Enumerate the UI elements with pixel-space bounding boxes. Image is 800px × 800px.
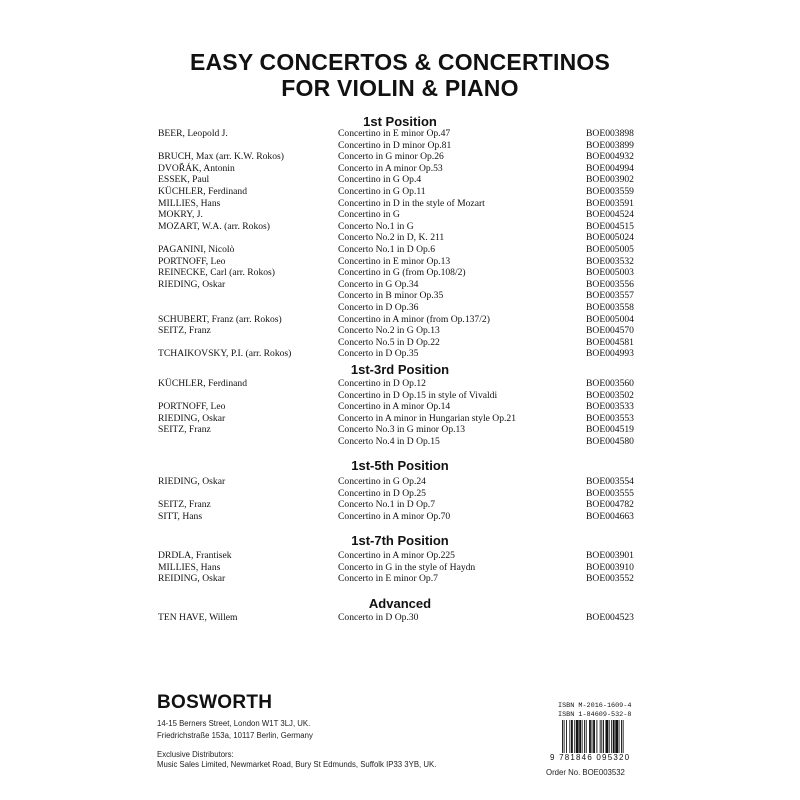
listing-row [0, 198, 800, 209]
work-title: Concertino in G Op.4 [338, 174, 422, 186]
work-title: Concerto in D Op.36 [338, 302, 419, 313]
order-code: BOE004570 [586, 325, 634, 337]
order-code: BOE004994 [586, 162, 634, 174]
composer-name: MOKRY, J. [158, 209, 203, 221]
order-code: BOE003557 [586, 290, 634, 302]
composer-name: MILLIES, Hans [158, 197, 221, 209]
order-code: BOE003559 [586, 186, 634, 197]
order-code: BOE003558 [586, 302, 634, 313]
order-code: BOE003533 [586, 401, 634, 413]
composer-name: PORTNOFF, Leo [158, 401, 226, 413]
listing-row [0, 337, 800, 348]
composer-name: RIEDING, Oskar [158, 412, 226, 424]
order-code: BOE004523 [586, 612, 634, 623]
listing-row [0, 348, 800, 359]
publisher-logo: BOSWORTH [157, 692, 273, 713]
listing-row [0, 550, 800, 561]
publisher-address-berlin: Friedrichstraße 153a, 10117 Berlin, Germany [157, 731, 313, 740]
composer-name: MOZART, W.A. (arr. Rokos) [158, 220, 270, 232]
listing-row [0, 436, 800, 447]
order-code: BOE005005 [586, 244, 634, 255]
order-code: BOE004782 [586, 499, 634, 511]
work-title: Concerto No.4 in D Op.15 [338, 436, 440, 447]
work-title: Concerto in A minor Op.53 [338, 162, 443, 174]
work-title: Concerto No.1 in G [338, 220, 414, 232]
composer-name: BRUCH, Max (arr. K.W. Rokos) [158, 151, 284, 163]
composer-name: SEITZ, Franz [158, 424, 211, 436]
listing-row [0, 476, 800, 487]
work-title: Concerto in D Op.30 [338, 612, 419, 623]
work-title: Concerto No.2 in G Op.13 [338, 325, 440, 337]
order-code: BOE003553 [586, 412, 634, 424]
listing-row [0, 562, 800, 573]
composer-name: DVOŘÁK, Antonin [158, 162, 235, 174]
listing-row [0, 140, 800, 151]
order-code: BOE004580 [586, 436, 634, 447]
work-title: Concertino in E minor Op.13 [338, 255, 451, 267]
listing-row [0, 390, 800, 401]
distributors-address: Music Sales Limited, Newmarket Road, Bury St Edmunds, Suffolk IP33 3YB, UK. [157, 760, 437, 769]
barcode-image [560, 720, 644, 753]
listing-row [0, 302, 800, 313]
listing-row [0, 232, 800, 243]
work-title: Concerto in G in the style of Haydn [338, 561, 476, 573]
listing-row [0, 511, 800, 522]
work-title: Concertino in G Op.11 [338, 186, 426, 197]
order-code: BOE004524 [586, 209, 634, 221]
work-title: Concerto in G minor Op.26 [338, 151, 444, 163]
order-code: BOE004515 [586, 220, 634, 232]
order-code: BOE004663 [586, 510, 634, 522]
work-title: Concertino in D Op.25 [338, 487, 426, 499]
isbn-ismn: ISBN M-2016-1609-4 [558, 702, 632, 710]
listing-row [0, 314, 800, 325]
order-code: BOE003591 [586, 197, 634, 209]
listing-row [0, 290, 800, 301]
composer-name: KÜCHLER, Ferdinand [158, 186, 247, 197]
listing-row [0, 209, 800, 220]
work-title: Concerto No.5 in D Op.22 [338, 336, 440, 348]
work-title: Concerto No.3 in G minor Op.13 [338, 424, 466, 436]
listing-row [0, 151, 800, 162]
order-code: BOE003910 [586, 561, 634, 573]
work-title: Concertino in D in the style of Mozart [338, 197, 485, 209]
order-code: BOE003554 [586, 476, 634, 487]
order-code: BOE005004 [586, 313, 634, 325]
listing-row [0, 413, 800, 424]
order-code: BOE003902 [586, 174, 634, 186]
barcode-digits: 9 781846 095320 [550, 753, 631, 762]
publisher-address-london: 14-15 Berners Street, London W1T 3LJ, UK. [157, 719, 311, 728]
work-title: Concerto in A minor in Hungarian style Op.21 [338, 412, 516, 424]
work-title: Concerto in E minor Op.7 [338, 573, 438, 585]
distributors-label: Exclusive Distributors: [157, 750, 234, 759]
listing-row [0, 267, 800, 278]
work-title: Concertino in E minor Op.47 [338, 128, 451, 139]
order-code: BOE003560 [586, 378, 634, 389]
listing-row [0, 174, 800, 185]
composer-name: PAGANINI, Nicolò [158, 244, 235, 255]
order-code: BOE004581 [586, 336, 634, 348]
listing-row [0, 256, 800, 267]
listing-row [0, 325, 800, 336]
order-code: BOE004519 [586, 424, 634, 436]
composer-name: MILLIES, Hans [158, 561, 221, 573]
listing-row [0, 163, 800, 174]
work-title: Concertino in A minor Op.225 [338, 550, 455, 561]
work-title: Concertino in G Op.24 [338, 476, 426, 487]
section-heading: 1st-3rd Position [350, 362, 450, 377]
composer-name: KÜCHLER, Ferdinand [158, 378, 247, 389]
isbn-10: ISBN 1-84609-532-8 [558, 711, 632, 719]
composer-name: REIDING, Oskar [158, 573, 226, 585]
listing-row [0, 378, 800, 389]
order-code: BOE003901 [586, 550, 634, 561]
listing-row [0, 612, 800, 623]
composer-name: SCHUBERT, Franz (arr. Rokos) [158, 313, 282, 325]
page-title-line-1: EASY CONCERTOS & CONCERTINOS [189, 49, 611, 75]
order-code: BOE003555 [586, 487, 634, 499]
composer-name: SITT, Hans [158, 510, 203, 522]
work-title: Concertino in G [338, 209, 400, 221]
work-title: Concerto No.1 in D Op.7 [338, 499, 435, 511]
composer-name: RIEDING, Oskar [158, 278, 226, 290]
listing-row [0, 128, 800, 139]
work-title: Concerto in G Op.34 [338, 278, 419, 290]
composer-name: REINECKE, Carl (arr. Rokos) [158, 267, 275, 279]
work-title: Concertino in A minor (from Op.137/2) [338, 313, 490, 325]
listing-row [0, 424, 800, 435]
order-code: BOE003898 [586, 128, 634, 139]
order-code: BOE004932 [586, 151, 634, 163]
order-code: BOE003552 [586, 573, 634, 585]
work-title: Concerto No.1 in D Op.6 [338, 244, 435, 255]
order-code: BOE004993 [586, 348, 634, 360]
listing-row [0, 499, 800, 510]
composer-name: PORTNOFF, Leo [158, 255, 226, 267]
work-title: Concertino in D Op.15 in style of Vivaldi [338, 389, 498, 401]
listing-row [0, 186, 800, 197]
composer-name: BEER, Leopold J. [158, 128, 228, 139]
composer-name: TCHAIKOVSKY, P.I. (arr. Rokos) [158, 348, 292, 360]
composer-name: SEITZ, Franz [158, 499, 211, 511]
composer-name: TEN HAVE, Willem [158, 612, 238, 623]
order-code: BOE003556 [586, 278, 634, 290]
order-code: BOE005003 [586, 267, 634, 279]
listing-row [0, 244, 800, 255]
listing-row [0, 221, 800, 232]
order-code: BOE003899 [586, 139, 634, 151]
listing-row [0, 401, 800, 412]
composer-name: RIEDING, Oskar [158, 476, 226, 487]
work-title: Concerto in D Op.35 [338, 348, 419, 360]
section-heading: 1st-7th Position [351, 533, 449, 548]
work-title: Concertino in G (from Op.108/2) [338, 267, 466, 279]
composer-name: ESSEK, Paul [158, 174, 210, 186]
work-title: Concertino in A minor Op.70 [338, 510, 451, 522]
order-number: Order No. BOE003532 [546, 768, 625, 777]
composer-name: SEITZ, Franz [158, 325, 211, 337]
listing-row [0, 488, 800, 499]
order-code: BOE005024 [586, 232, 634, 244]
order-code: BOE003532 [586, 255, 634, 267]
section-heading: 1st-5th Position [351, 458, 449, 473]
work-title: Concertino in A minor Op.14 [338, 401, 451, 413]
work-title: Concerto in B minor Op.35 [338, 290, 444, 302]
work-title: Concertino in D Op.12 [338, 378, 426, 389]
page-title-line-2: FOR VIOLIN & PIANO [281, 75, 519, 101]
order-code: BOE003502 [586, 389, 634, 401]
listing-row [0, 573, 800, 584]
composer-name: DRDLA, Frantisek [158, 550, 232, 561]
section-heading: Advanced [368, 596, 432, 611]
work-title: Concertino in D minor Op.81 [338, 139, 452, 151]
work-title: Concerto No.2 in D, K. 211 [338, 232, 445, 244]
listing-row [0, 279, 800, 290]
section-heading: 1st Position [363, 114, 437, 129]
